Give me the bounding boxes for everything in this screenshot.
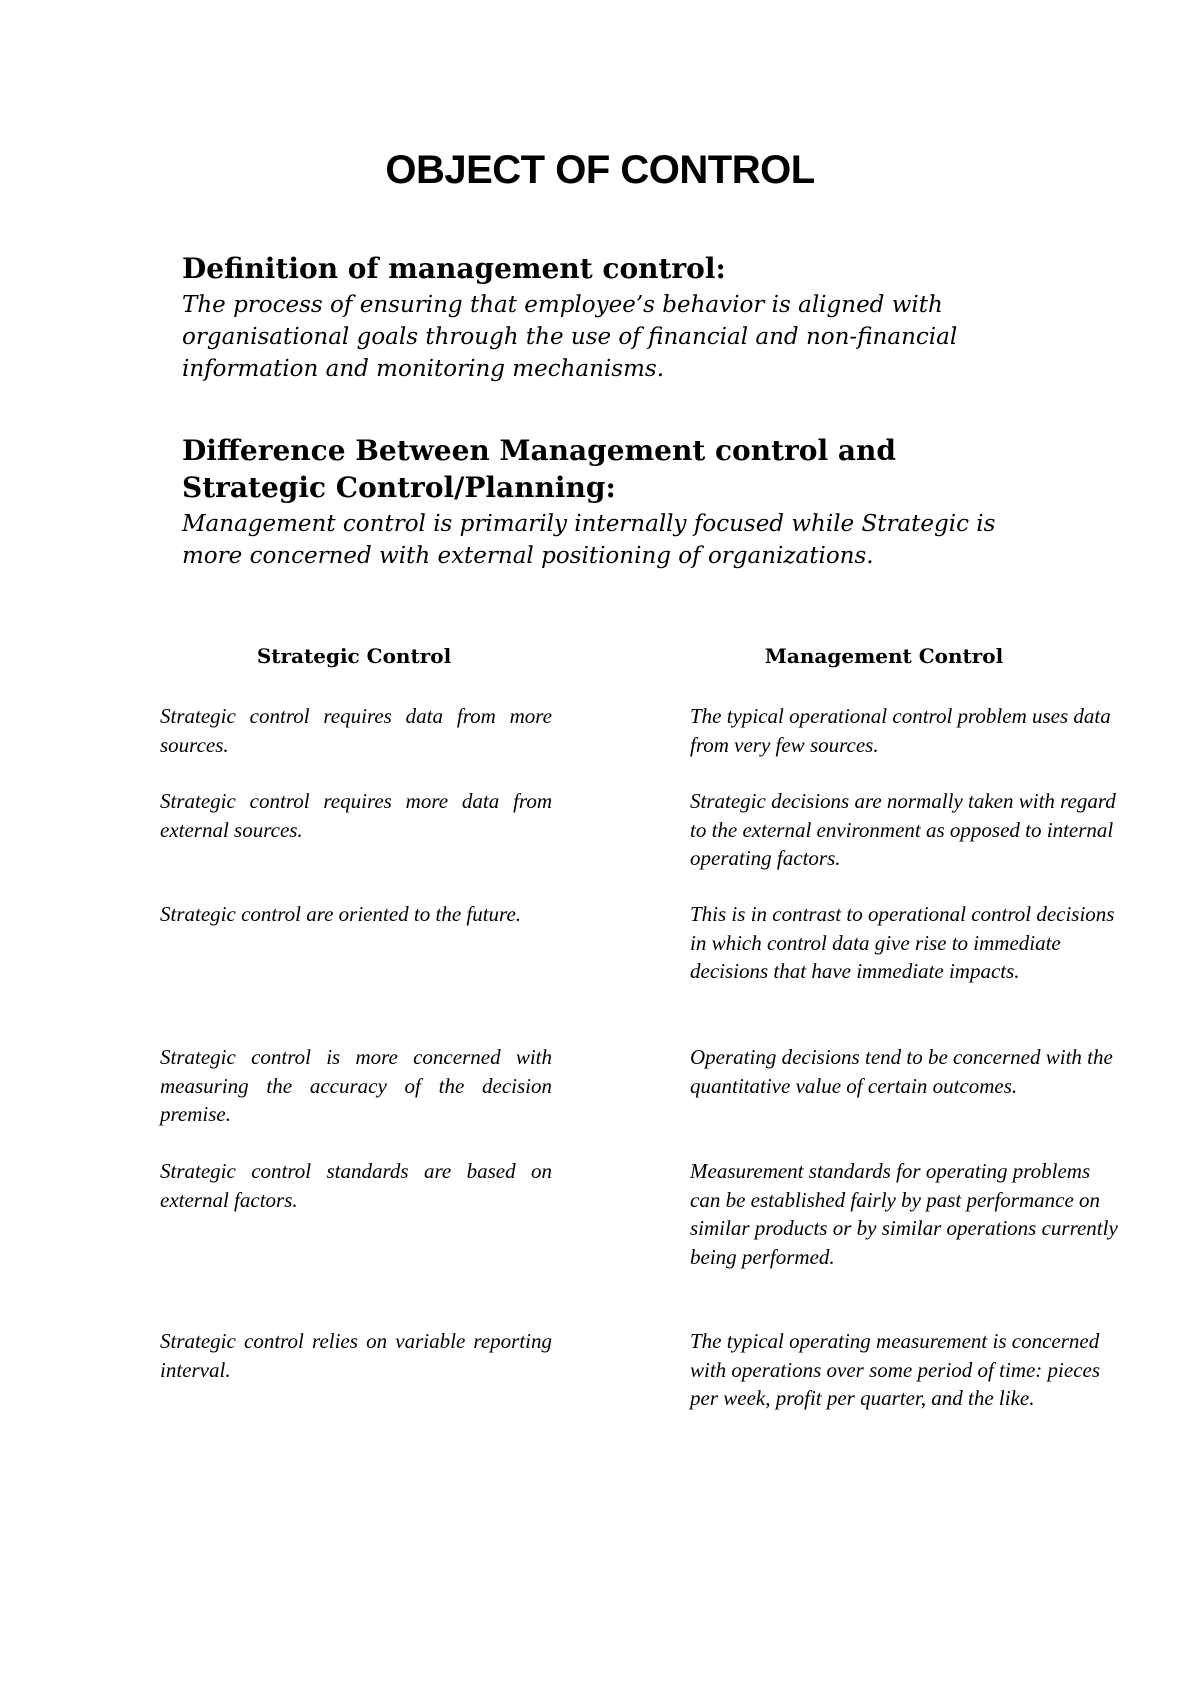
difference-body: Management control is primarily internally focused while Strategic is more concerned with external positioning of organizations. <box>182 511 996 569</box>
management-control-header: Management Control <box>764 644 1004 668</box>
page-title: OBJECT OF CONTROL <box>385 148 815 192</box>
difference-section <box>182 432 1042 572</box>
strategic-cell: Strategic control are oriented to the future. <box>160 902 522 926</box>
management-cell: Operating decisions tend to be concerned with the quantitative value of certain outcomes. <box>690 1045 1113 1098</box>
strategic-cell: Strategic control requires more data from external sources. <box>160 789 552 842</box>
strategic-cell: Strategic control requires data from more sources. <box>160 704 552 757</box>
strategic-cell: Strategic control relies on variable reporting interval. <box>160 1329 552 1382</box>
definition-heading: Definition of management control: <box>182 252 726 285</box>
strategic-cell: Strategic control is more concerned with measuring the accuracy of the decision premise. <box>160 1045 552 1126</box>
strategic-cell: Strategic control standards are based on external factors. <box>160 1159 552 1212</box>
management-cell: The typical operating measurement is concerned with operations over some period of time: pieces per week, profit per quarter, and the like. <box>690 1329 1101 1410</box>
strategic-control-header: Strategic Control <box>256 644 452 668</box>
management-cell: The typical operational control problem uses data from very few sources. <box>690 704 1111 757</box>
management-cell: Strategic decisions are normally taken with regard to the external environment as opposed to internal operating factors. <box>690 789 1116 870</box>
definition-body: The process of ensuring that employee’s behavior is aligned with organisational goals through the use of financial and non-financial information and monitoring mechanisms. <box>182 292 958 382</box>
difference-heading: Difference Between Management control and Strategic Control/Planning: <box>182 434 896 504</box>
definition-section <box>182 250 1042 385</box>
management-cell: Measurement standards for operating problems can be established fairly by past performance on similar products or by similar operations currently being performed. <box>690 1159 1118 1269</box>
management-cell: This is in contrast to operational control decisions in which control data give rise to immediate decisions that have immediate impacts. <box>690 902 1115 983</box>
